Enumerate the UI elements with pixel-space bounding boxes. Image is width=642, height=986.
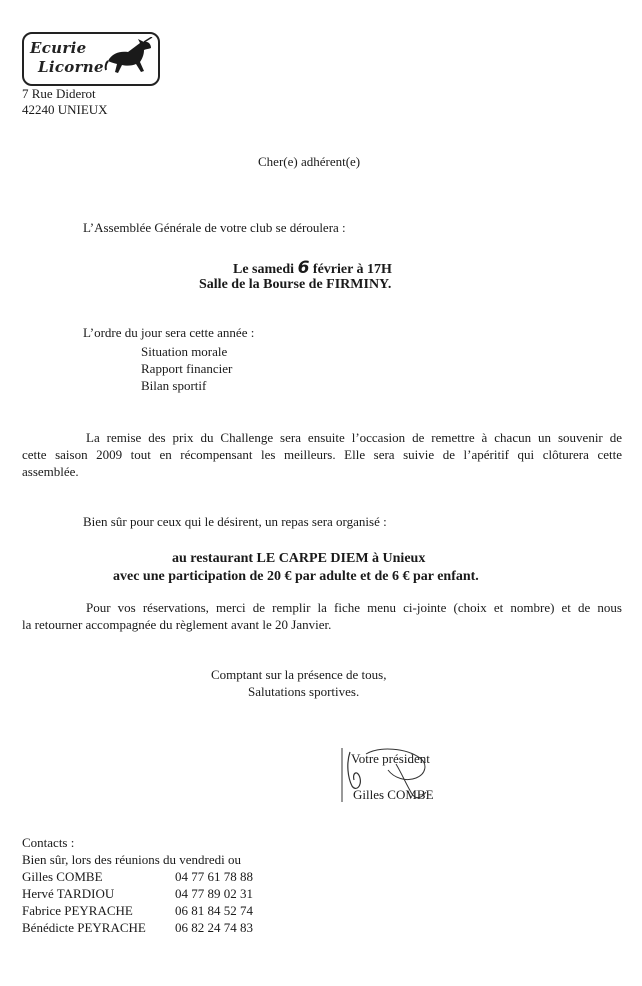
contact-phone: 04 77 61 78 88 (175, 869, 253, 884)
challenge-line-1: La remise des prix du Challenge sera ensuite l’occasion de remettre à chacun un souvenir de (86, 430, 622, 445)
contacts-intro: Bien sûr, lors des réunions du vendredi ou (22, 852, 242, 867)
agenda-item: Bilan sportif (141, 378, 207, 393)
contact-name: Hervé TARDIOU (22, 886, 115, 901)
signature-name: Gilles COMBE (353, 787, 434, 802)
logo-line2: Licorne (38, 58, 104, 76)
salutation: Cher(e) adhérent(e) (258, 154, 361, 169)
contact-name: Fabrice PEYRACHE (22, 903, 133, 918)
logo-line1: Ecurie (30, 39, 87, 57)
intro-text: L’Assemblée Générale de votre club se déroulera : (83, 220, 346, 235)
challenge-line-3: assemblée. (22, 464, 79, 479)
closing-line-1: Comptant sur la présence de tous, (211, 667, 387, 682)
meal-intro: Bien sûr pour ceux qui le désirent, un repas sera organisé : (83, 514, 387, 529)
agenda-item: Situation morale (141, 344, 228, 359)
reservation-line-1: Pour vos réservations, merci de remplir la fiche menu ci-jointe (choix et nombre) et de nous (86, 600, 622, 615)
unicorn-icon (104, 37, 154, 79)
contact-name: Gilles COMBE (22, 869, 103, 884)
contact-phone: 04 77 89 02 31 (175, 886, 253, 901)
agenda-item: Rapport financier (141, 361, 233, 376)
signature-title: Votre président (351, 751, 430, 766)
agenda-intro: L’ordre du jour sera cette année : (83, 325, 255, 340)
event-date-suffix: février à 17H (312, 262, 392, 277)
restaurant-line-1: au restaurant LE CARPE DIEM à Unieux (172, 551, 426, 566)
closing-line-2: Salutations sportives. (248, 684, 360, 699)
address-city: 42240 UNIEUX (22, 102, 108, 117)
contact-phone: 06 82 24 74 83 (175, 920, 253, 935)
challenge-line-2: cette saison 2009 tout en récompensant les meilleurs. Elle sera suivie de l’apéritif qui clôturera cette (22, 447, 622, 462)
restaurant-line-2: avec une participation de 20 € par adulte et de 6 € par enfant. (113, 569, 479, 584)
contact-phone: 06 81 84 52 74 (175, 903, 253, 918)
address-street: 7 Rue Diderot (22, 86, 96, 101)
contacts-title: Contacts : (22, 835, 75, 850)
club-logo (22, 32, 160, 86)
event-date-day: 6 (297, 258, 310, 278)
event-date-prefix: Le samedi (233, 262, 295, 277)
event-venue: Salle de la Bourse de FIRMINY. (199, 277, 392, 292)
contact-name: Bénédicte PEYRACHE (22, 920, 146, 935)
reservation-line-2: la retourner accompagnée du règlement avant le 20 Janvier. (22, 617, 332, 632)
